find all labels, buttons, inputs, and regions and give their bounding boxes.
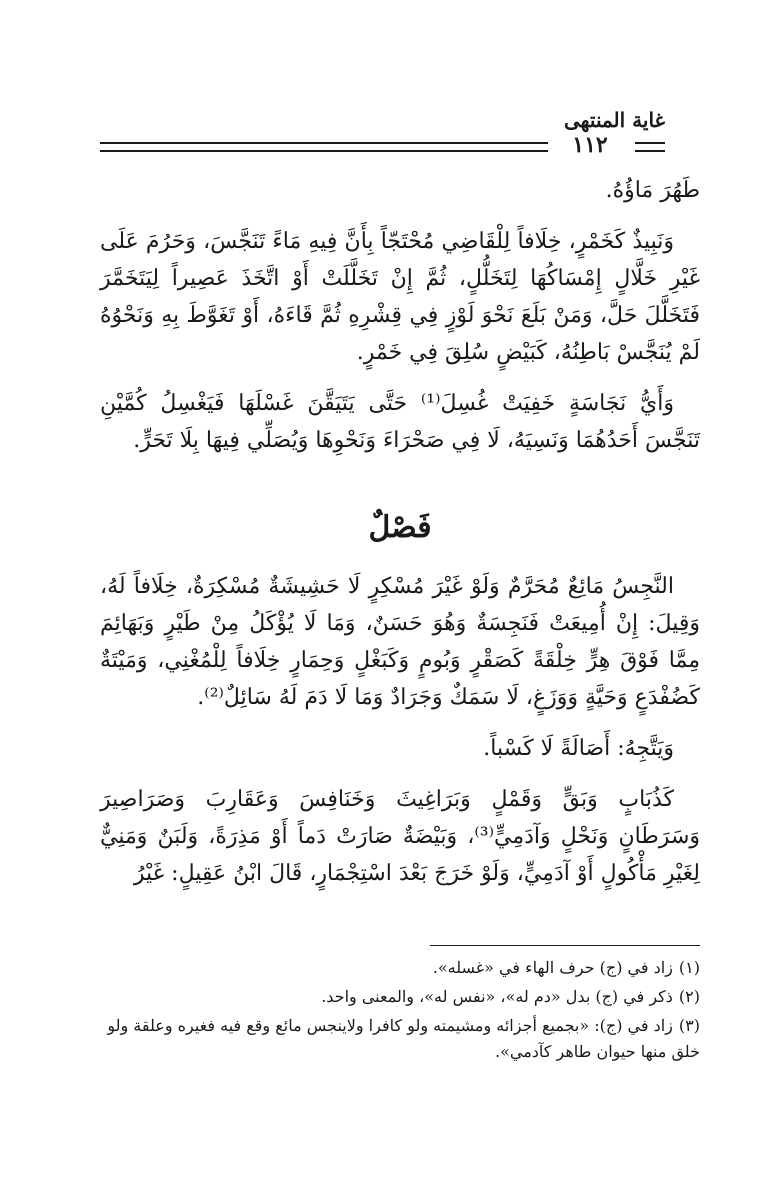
header-rule-bottom: [100, 150, 548, 152]
footnote-text: زاد في (ج): «بجميع أجزائه ومشيمته ولو كافرا ولاينجس مائع وقع فيه فغيره وعلقة ولو خلق منها حيوان طاهر كآدمي».: [107, 1016, 700, 1061]
paragraph: وَيَتَّجِهُ: أَصَالَةً لَا كَسْباً.: [483, 736, 674, 761]
paragraph: وَأَيُّ نَجَاسَةٍ خَفِيَتْ غُسِلَ⁽¹⁾ حَتَّى يَتَيَقَّنَ غَسْلَهَا فَيَغْسِلُ كُمَّيْنِ تَنَجَّسَ أَحَدُهُمَا وَنَسِيَهُ، لَا فِي صَحْرَاءَ وَنَحْوِهَا وَيُصَلِّي فِيهَا بِلَا تَحَرٍّ.: [100, 391, 700, 453]
body-text-bottom: [100, 568, 700, 906]
number-rule-top: [635, 142, 665, 144]
section-heading: فَصْلٌ: [368, 510, 432, 545]
footnote: [100, 984, 700, 1010]
page-header: [100, 108, 665, 168]
footnote-separator: [430, 945, 700, 946]
header-rule-top: [100, 142, 548, 144]
footnote-number: (١): [678, 958, 700, 977]
paragraph: وَنَبِيذٌ كَخَمْرٍ، خِلَافاً لِلْقَاضِي مُحْتَجّاً بِأَنَّ فِيهِ مَاءً تَنَجَّسَ، وَحَرُمَ عَلَى غَيْرِ خَلَّالٍ إِمْسَاكُهَا لِتَخَلُّلٍ، ثُمَّ إِنْ تَخَلَّلَتْ أَوْ اتَّخَذَ عَصِيراً لِيَتَخَمَّرَ فَتَخَلَّلَ حَلَّ، وَمَنْ بَلَعَ نَحْوَ لَوْزٍ فِي قِشْرِهِ ثُمَّ قَاءَهُ، أَوْ تَغَوَّطَ بِهِ وَنَحْوُهُ لَمْ يُنَجَّسْ بَاطِنُهُ، كَبَيْضٍ سُلِقَ فِي خَمْرٍ.: [100, 229, 700, 365]
paragraph: النَّجِسُ مَائِعٌ مُحَرَّمٌ وَلَوْ غَيْرَ مُسْكِرٍ لَا حَشِيشَةٌ مُسْكِرَةٌ، خِلَافاً لَهُ، وَقِيلَ: إِنْ أُمِيعَتْ فَنَجِسَةٌ وَهُوَ حَسَنٌ، وَمَا لَا يُؤْكَلُ مِنْ طَيْرٍ وَبَهَائِمَ مِمَّا فَوْقَ هِرٍّ خِلْقَةً كَصَقْرٍ وَبُومٍ وَكَبَغْلٍ وَحِمَارٍ خِلَافاً لِلْمُغْنِي، وَمَيْتَةٌ كَضُفْدَعٍ وَحَيَّةٍ وَوَزَغٍ، لَا سَمَكٌ وَجَرَادٌ وَمَا لَا دَمَ لَهُ سَائِلٌ⁽²⁾.: [100, 574, 700, 710]
body-text-top: [100, 172, 700, 473]
paragraph: كَذُبَابٍ وَبَقٍّ وَقَمْلٍ وَبَرَاغِيثَ وَخَنَافِسَ وَعَقَارِبَ وَصَرَاصِيرَ وَسَرَطَانٍ وَنَحْلٍ وَآدَمِيٍّ⁽³⁾، وَبَيْضَةٌ صَارَتْ دَماً أَوْ مَذِرَةً، وَلَبَنٌ وَمَنِيٌّ لِغَيْرِ مَأْكُولٍ أَوْ آدَمِيٍّ، وَلَوْ خَرَجَ بَعْدَ اسْتِجْمَارٍ، قَالَ ابْنُ عَقِيلٍ: غَيْرُ: [100, 787, 701, 886]
footnote: [100, 1013, 700, 1065]
paragraph: طَهُرَ مَاؤُهُ.: [605, 178, 700, 203]
footnote-text: زاد في (ج) حرف الهاء في «غسله».: [432, 958, 673, 977]
page-number: ١١٢: [572, 132, 608, 158]
footnote-number: (٢): [678, 987, 700, 1006]
footnote-number: (٣): [678, 1016, 700, 1035]
footnote: [100, 955, 700, 981]
footnotes: [100, 955, 700, 1068]
number-rule-bottom: [635, 150, 665, 152]
running-title: غاية المنتهى: [564, 108, 665, 132]
footnote-text: ذكر في (ج) بدل «دم له»، «نفس له»، والمعنى واحد.: [321, 987, 673, 1006]
